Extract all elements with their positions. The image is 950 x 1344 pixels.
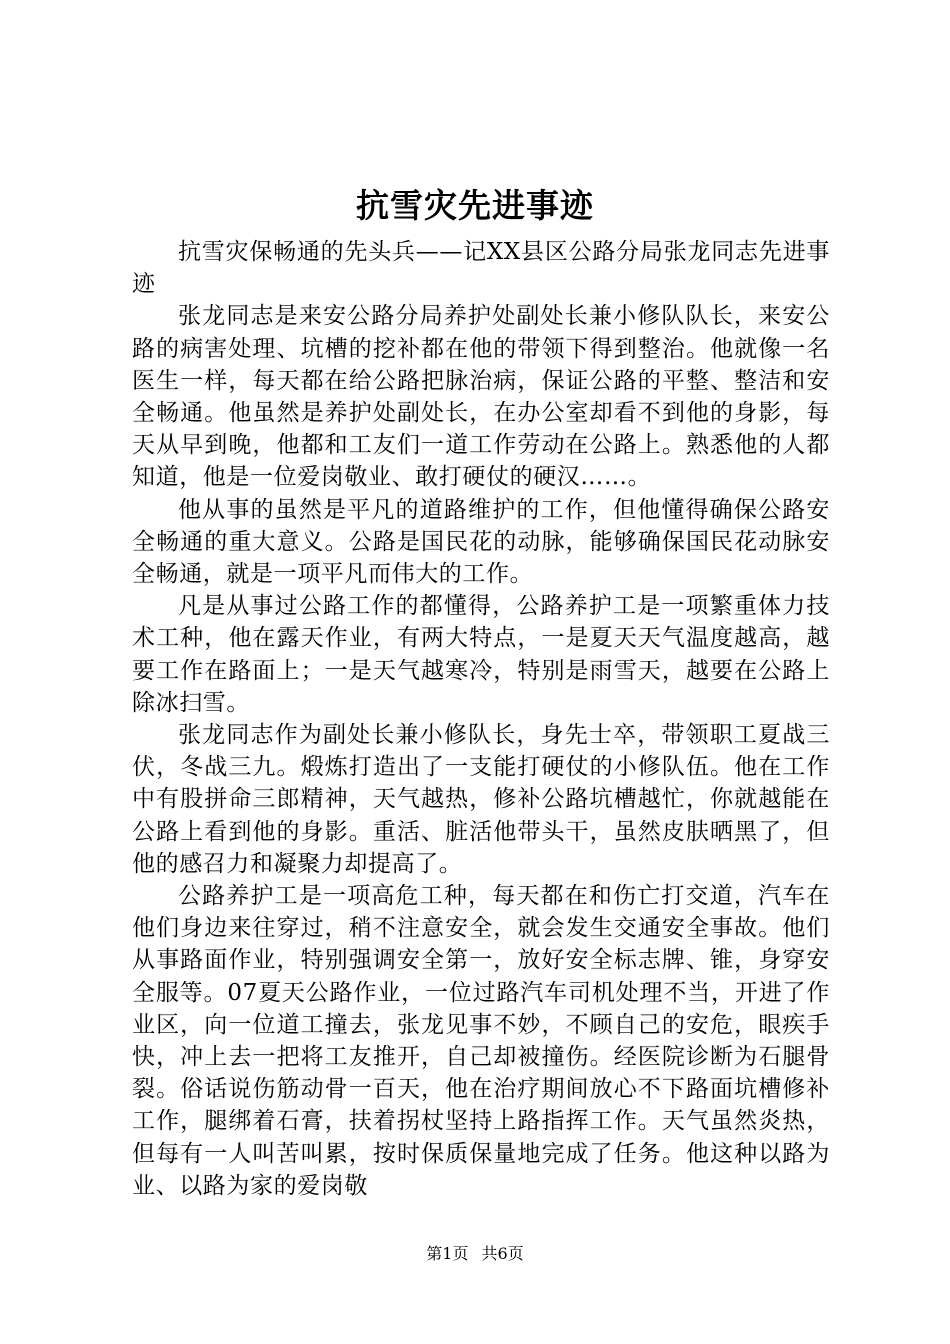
paragraph: 张龙同志是来安公路分局养护处副处长兼小修队队长，来安公路的病害处理、坑槽的挖补都在他的带领下得到整治。他就像一名医生一样，每天都在给公路把脉治病，保证公路的平整、整洁和安全畅通。他虽然是养护处副处长，在办公室却看不到他的身影，每天从早到晚，他都和工友们一道工作劳动在公路上。熟悉他的人都知道，他是一位爱岗敬业、敢打硬仗的硬汉……。 [132, 303, 830, 491]
paragraph: 公路养护工是一项高危工种，每天都在和伤亡打交道，汽车在他们身边来往穿过，稍不注意安全，就会发生交通安全事故。他们从事路面作业，特别强调安全第一，放好安全标志牌、锥，身穿安全服等。07夏天公路作业，一位过路汽车司机处理不当，开进了作业区，向一位道工撞去，张龙见事不妙，不顾自己的安危，眼疾手快，冲上去一把将工友推开，自己却被撞伤。经医院诊断为石腿骨裂。俗话说伤筋动骨一百天，他在治疗期间放心不下路面坑槽修补工作，腿绑着石膏，扶着拐杖坚持上路指挥工作。天气虽然炎热，但每有一人叫苦叫累，按时保质保量地完成了任务。他这种以路为业、以路为家的爱岗敬 [132, 883, 830, 1199]
paragraph: 张龙同志作为副处长兼小修队长，身先士卒，带领职工夏战三伏，冬战三九。煅炼打造出了一支能打硬仗的小修队伍。他在工作中有股拼命三郎精神，天气越热，修补公路坑槽越忙，你就越能在公路上看到他的身影。重活、脏活他带头干，虽然皮肤晒黑了，但他的感召力和凝聚力却提高了。 [132, 722, 830, 877]
page-number: 第1页 [426, 1244, 469, 1263]
paragraph: 凡是从事过公路工作的都懂得，公路养护工是一项繁重体力技术工种，他在露天作业，有两大特点，一是夏天天气温度越高，越要工作在路面上；一是天气越寒冷，特别是雨雪天，越要在公路上除冰扫雪。 [132, 593, 830, 716]
page-footer [0, 1244, 950, 1264]
page-total: 共6页 [481, 1244, 524, 1263]
document-body [132, 236, 830, 1202]
document-title: 抗雪灾先进事迹 [356, 186, 594, 225]
paragraph-subtitle: 抗雪灾保畅通的先头兵——记XX县区公路分局张龙同志先进事迹 [132, 239, 830, 298]
paragraph: 他从事的虽然是平凡的道路维护的工作，但他懂得确保公路安全畅通的重大意义。公路是国民花的动脉，能够确保国民花动脉安全畅通，就是一项平凡而伟大的工作。 [132, 496, 830, 588]
